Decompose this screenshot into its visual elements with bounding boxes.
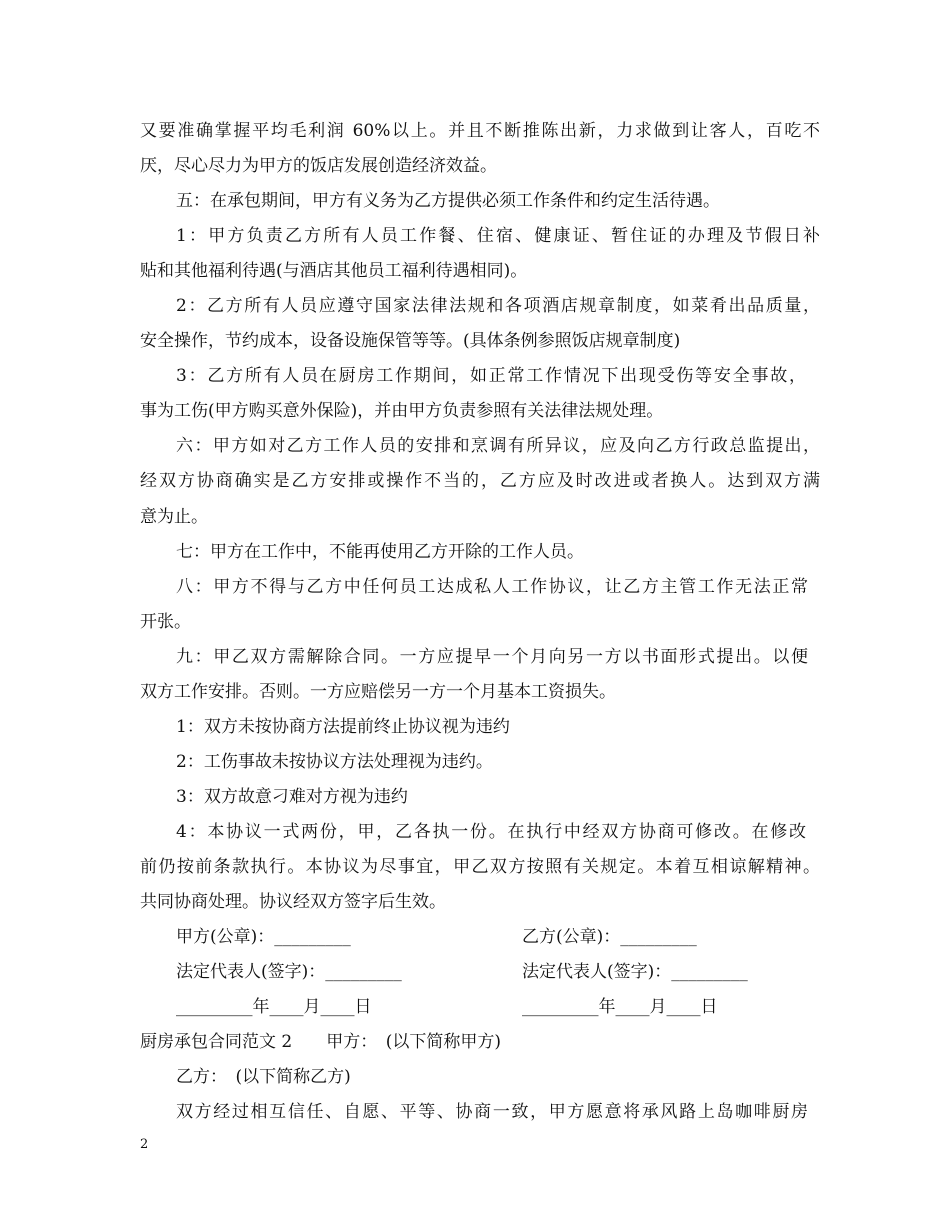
paragraph-line: 八：甲方不得与乙方中任何员工达成私人工作协议，让乙方主管工作无法正常	[176, 577, 808, 597]
paragraph-line: 事为工伤(甲方购买意外保险)，并由甲方负责参照有关法律法规处理。	[140, 401, 664, 421]
signature-seal-row	[176, 927, 876, 947]
paragraph-line: 双方工作安排。否则。一方应赔偿另一方一个月基本工资损失。	[140, 682, 616, 702]
paragraph-line: 贴和其他福利待遇(与酒店其他员工福利待遇相同)。	[140, 261, 528, 281]
paragraph-line: 3：双方故意刁难对方视为违约	[176, 787, 408, 807]
paragraph-line: 4：本协议一式两份，甲，乙各执一份。在执行中经双方协商可修改。在修改	[176, 822, 806, 842]
party-a-date-field: _________年____月____日	[176, 997, 372, 1017]
paragraph-line: 双方经过相互信任、自愿、平等、协商一致，甲方愿意将承风路上岛咖啡厨房	[176, 1102, 808, 1122]
party-b-representative-field: 法定代表人(签字)：_________	[522, 962, 748, 982]
paragraph-line: 又要准确掌握平均毛利润 60%以上。并且不断推陈出新，力求做到让客人，百吃不	[140, 121, 820, 141]
paragraph-line: 2：乙方所有人员应遵守国家法律法规和各项酒店规章制度，如菜肴出品质量，	[176, 296, 820, 316]
paragraph-line: 意为止。	[140, 507, 208, 527]
paragraph-line: 九：甲乙双方需解除合同。一方应提早一个月向另一方以书面形式提出。以便	[176, 647, 808, 667]
paragraph-line: 3：乙方所有人员在厨房工作期间，如正常工作情况下出现受伤等安全事故，	[176, 366, 806, 386]
section-heading: 厨房承包合同范文 2 甲方： (以下简称甲方)	[140, 1032, 501, 1052]
party-b-line: 乙方： (以下简称乙方)	[176, 1067, 351, 1087]
signature-representative-row	[176, 962, 876, 982]
paragraph-line: 1：双方未按协商方法提前终止协议视为违约	[176, 717, 510, 737]
paragraph-line: 1：甲方负责乙方所有人员工作餐、住宿、健康证、暂住证的办理及节假日补	[176, 226, 820, 246]
paragraph-line: 七：甲方在工作中，不能再使用乙方开除的工作人员。	[176, 542, 584, 562]
paragraph-line: 六：甲方如对乙方工作人员的安排和烹调有所异议，应及向乙方行政总监提出，	[176, 436, 820, 456]
party-a-representative-field: 法定代表人(签字)：_________	[176, 962, 402, 982]
paragraph-line: 开张。	[140, 612, 191, 632]
paragraph-line: 共同协商处理。协议经双方签字后生效。	[140, 892, 446, 912]
paragraph-line: 经双方协商确实是乙方安排或操作不当的，乙方应及时改进或者换人。达到双方满	[140, 471, 820, 491]
party-a-seal-field: 甲方(公章)：_________	[176, 927, 351, 947]
paragraph-line: 前仍按前条款执行。本协议为尽事宜，甲乙双方按照有关规定。本着互相谅解精神。	[140, 857, 820, 877]
paragraph-line: 厌，尽心尽力为甲方的饭店发展创造经济效益。	[140, 156, 497, 176]
party-b-date-field: _________年____月____日	[522, 997, 718, 1017]
party-b-seal-field: 乙方(公章)：_________	[522, 927, 697, 947]
signature-date-row	[176, 997, 876, 1017]
paragraph-line: 安全操作，节约成本，设备设施保管等等。(具体条例参照饭店规章制度)	[140, 331, 681, 351]
page-number: 2	[140, 1137, 149, 1152]
paragraph-line: 五：在承包期间，甲方有义务为乙方提供必须工作条件和约定生活待遇。	[176, 191, 720, 211]
paragraph-line: 2：工伤事故未按协议方法处理视为违约。	[176, 752, 493, 772]
